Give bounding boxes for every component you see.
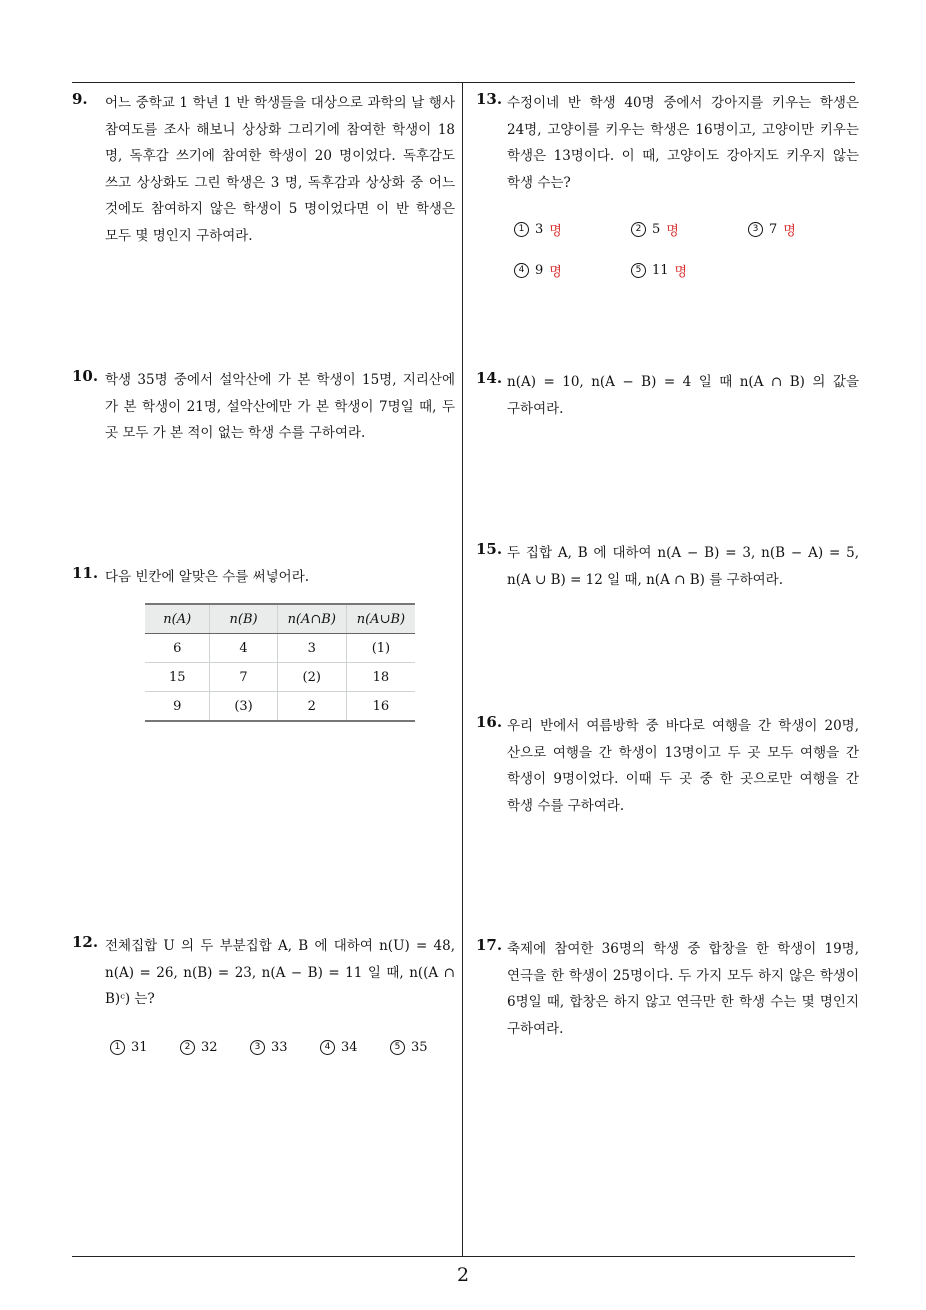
set-count-table [145,603,415,722]
choice-marker: 4 [514,263,529,278]
table-cell: 18 [346,663,415,692]
table-cell: (1) [346,634,415,663]
choice-4[interactable] [514,261,631,280]
choice-value: 7 [769,222,778,237]
table-cell: 16 [346,692,415,722]
choice-5[interactable] [631,261,748,280]
choice-value: 31 [131,1040,148,1055]
problem-number: 16. [476,713,503,731]
problem-number: 15. [476,540,503,558]
problem-text: 두 집합 A, B 에 대하여 n(A − B) = 3, n(B − A) = 5, n(A ∪ B) = 12 일 때, n(A ∩ B) 를 구하여라. [507,545,859,588]
choice-3[interactable] [250,1040,320,1055]
problem-13-choices [514,220,854,280]
problem-number: 10. [72,367,99,385]
table-cell: 9 [145,692,210,722]
table-cell: (2) [277,663,346,692]
table-cell: 15 [145,663,210,692]
choice-value: 3 [535,222,544,237]
table-row [145,663,415,692]
choice-marker: 5 [631,263,646,278]
problem-12-choices [110,1040,460,1055]
table-header-row [145,604,415,634]
table-cell: (3) [210,692,277,722]
col-header-nAintB: n(A∩B) [277,604,346,634]
table-cell: 6 [145,634,210,663]
choice-marker: 1 [514,222,529,237]
choice-marker: 3 [748,222,763,237]
choice-1[interactable] [110,1040,180,1055]
choice-unit: 명 [549,265,562,280]
choice-value: 5 [652,222,661,237]
top-rule [72,82,855,83]
choice-unit: 명 [666,224,679,239]
problem-text: 어느 중학교 1 학년 1 반 학생들을 대상으로 과학의 날 행사 참여도를 조사 해보니 상상화 그리기에 참여한 학생이 18 명, 독후감 쓰기에 참여한 학생이 20 명이었다. 독후감도 쓰고 상상화도 그린 학생은 3 명, 독후감과 상상화 중 어느 것에도 참여하지 않은 학생이 5 명이었다면 이 반 학생은 모두 몇 명인지 구하여라. [105,95,455,244]
problem-text: 학생 35명 중에서 설악산에 가 본 학생이 15명, 지리산에 가 본 학생이 21명, 설악산에만 가 본 학생이 7명일 때, 두 곳 모두 가 본 적이 없는 학생 수를 구하여라. [105,372,455,441]
column-divider [462,82,463,1256]
table-cell: 7 [210,663,277,692]
problem-number: 12. [72,933,99,951]
problem-number: 11. [72,564,99,582]
choice-marker: 4 [320,1040,335,1055]
table-row [145,692,415,722]
choice-marker: 2 [180,1040,195,1055]
problem-text: 전체집합 U 의 두 부분집합 A, B 에 대하여 n(U) = 48, n(A) = 26, n(B) = 23, n(A − B) = 11 일 때, n((A ∩ B)ᶜ) 는? [105,938,455,1007]
choice-5[interactable] [390,1040,460,1055]
problem-number: 17. [476,936,503,954]
choice-unit: 명 [549,224,562,239]
table-cell: 4 [210,634,277,663]
problem-number: 14. [476,369,503,387]
choice-3[interactable] [748,220,848,239]
choice-marker: 2 [631,222,646,237]
choice-4[interactable] [320,1040,390,1055]
choice-value: 32 [201,1040,218,1055]
problem-text: n(A) = 10, n(A − B) = 4 일 때 n(A ∩ B) 의 값을 구하여라. [507,374,859,417]
problem-text: 우리 반에서 여름방학 중 바다로 여행을 간 학생이 20명, 산으로 여행을 간 학생이 13명이고 두 곳 모두 여행을 간 학생이 9명이었다. 이때 두 곳 중 한 곳으로만 여행을 간 학생 수를 구하여라. [507,718,859,814]
choice-unit: 명 [783,224,796,239]
col-header-nA: n(A) [145,604,210,634]
choice-marker: 5 [390,1040,405,1055]
problem-number: 9. [72,90,88,108]
choice-unit: 명 [674,265,688,280]
choice-value: 9 [535,263,544,278]
problem-text: 수정이네 반 학생 40명 중에서 강아지를 키우는 학생은 24명, 고양이를 키우는 학생은 16명이고, 고양이만 키우는 학생은 13명이다. 이 때, 고양이도 강아지도 키우지 않는 학생 수는? [507,95,860,191]
table-row [145,634,415,663]
choice-2[interactable] [631,220,748,239]
choice-value: 34 [341,1040,358,1055]
problem-number: 13. [476,90,503,108]
choice-1[interactable] [514,220,631,239]
col-header-nAunionB: n(A∪B) [346,604,415,634]
bottom-rule [72,1256,855,1257]
choice-value: 35 [411,1040,428,1055]
table-cell: 2 [277,692,346,722]
page-number: 2 [456,1264,470,1286]
choice-value: 33 [271,1040,288,1055]
choice-value: 11 [652,263,669,278]
table-cell: 3 [277,634,346,663]
problem-text: 다음 빈칸에 알맞은 수를 써넣어라. [105,569,310,585]
col-header-nB: n(B) [210,604,277,634]
choice-marker: 1 [110,1040,125,1055]
problem-text: 축제에 참여한 36명의 학생 중 합창을 한 학생이 19명, 연극을 한 학생이 25명이다. 두 가지 모두 하지 않은 학생이 6명일 때, 합창은 하지 않고 연극만 한 학생 수는 몇 명인지 구하여라. [507,941,859,1037]
choice-2[interactable] [180,1040,250,1055]
choice-marker: 3 [250,1040,265,1055]
